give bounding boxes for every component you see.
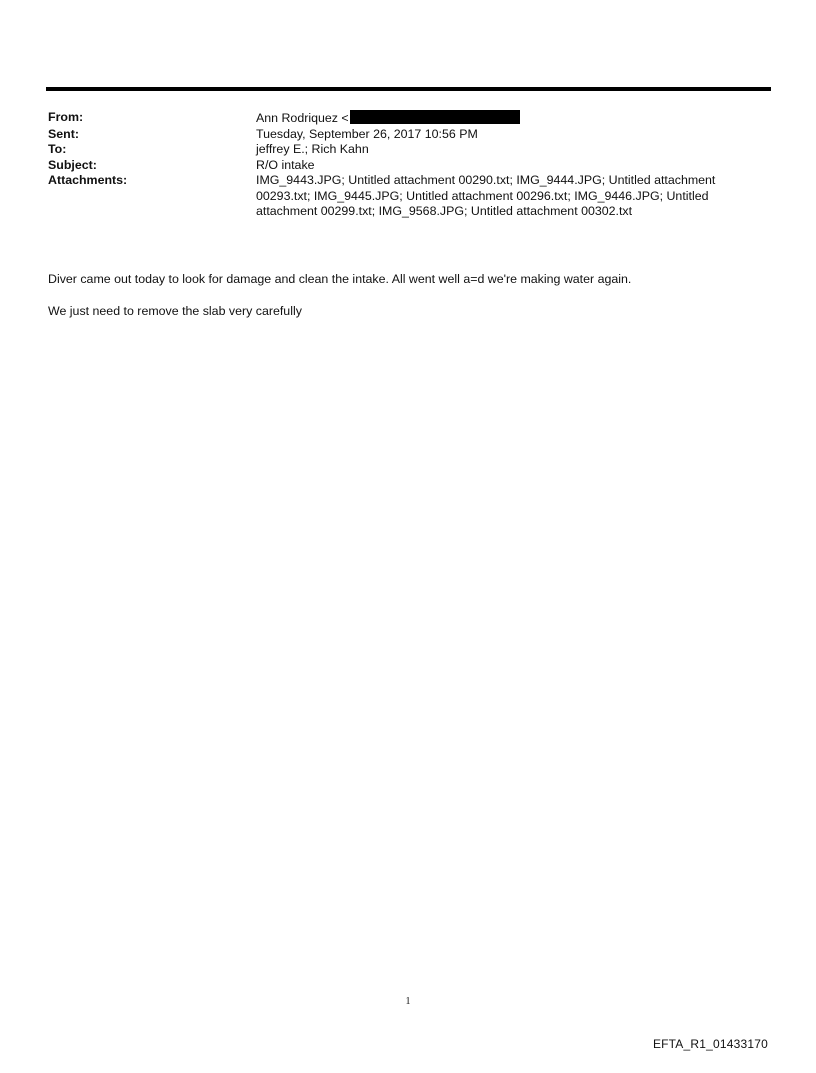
to-row xyxy=(48,142,768,158)
sent-row xyxy=(48,127,768,143)
sent-value: Tuesday, September 26, 2017 10:56 PM xyxy=(256,126,478,141)
body-paragraph-2: We just need to remove the slab very carefully xyxy=(48,303,302,318)
to-value: jeffrey E.; Rich Kahn xyxy=(256,142,369,156)
from-label: From: xyxy=(48,110,84,124)
from-sender: Ann Rodriquez < xyxy=(256,111,349,125)
redaction-block xyxy=(350,110,520,124)
attachments-value: IMG_9443.JPG; Untitled attachment 00290.txt; IMG_9444.JPG; Untitled attachment 00293.txt; IMG_9445.JPG; Untitled attachment 00296.txt; IMG_9446.JPG; Untitled attachment 00299.txt; IMG_9568.JPG; Untitled attachment 00302.txt xyxy=(256,173,716,218)
header-divider xyxy=(46,87,771,91)
email-body xyxy=(48,272,768,319)
subject-row xyxy=(48,158,768,174)
attachments-label: Attachments: xyxy=(48,173,128,187)
from-value xyxy=(256,110,768,127)
from-row xyxy=(48,110,768,127)
sent-label: Sent: xyxy=(48,126,79,141)
to-label: To: xyxy=(48,142,67,156)
attachments-row xyxy=(48,173,768,220)
document-id: EFTA_R1_01433170 xyxy=(652,1037,768,1051)
body-paragraph-1: Diver came out today to look for damage and clean the intake. All went well a=d we're making water again. xyxy=(48,272,632,286)
page-number: 1 xyxy=(405,996,411,1007)
email-header xyxy=(48,110,768,220)
subject-label: Subject: xyxy=(48,157,97,172)
subject-value: R/O intake xyxy=(256,157,315,172)
